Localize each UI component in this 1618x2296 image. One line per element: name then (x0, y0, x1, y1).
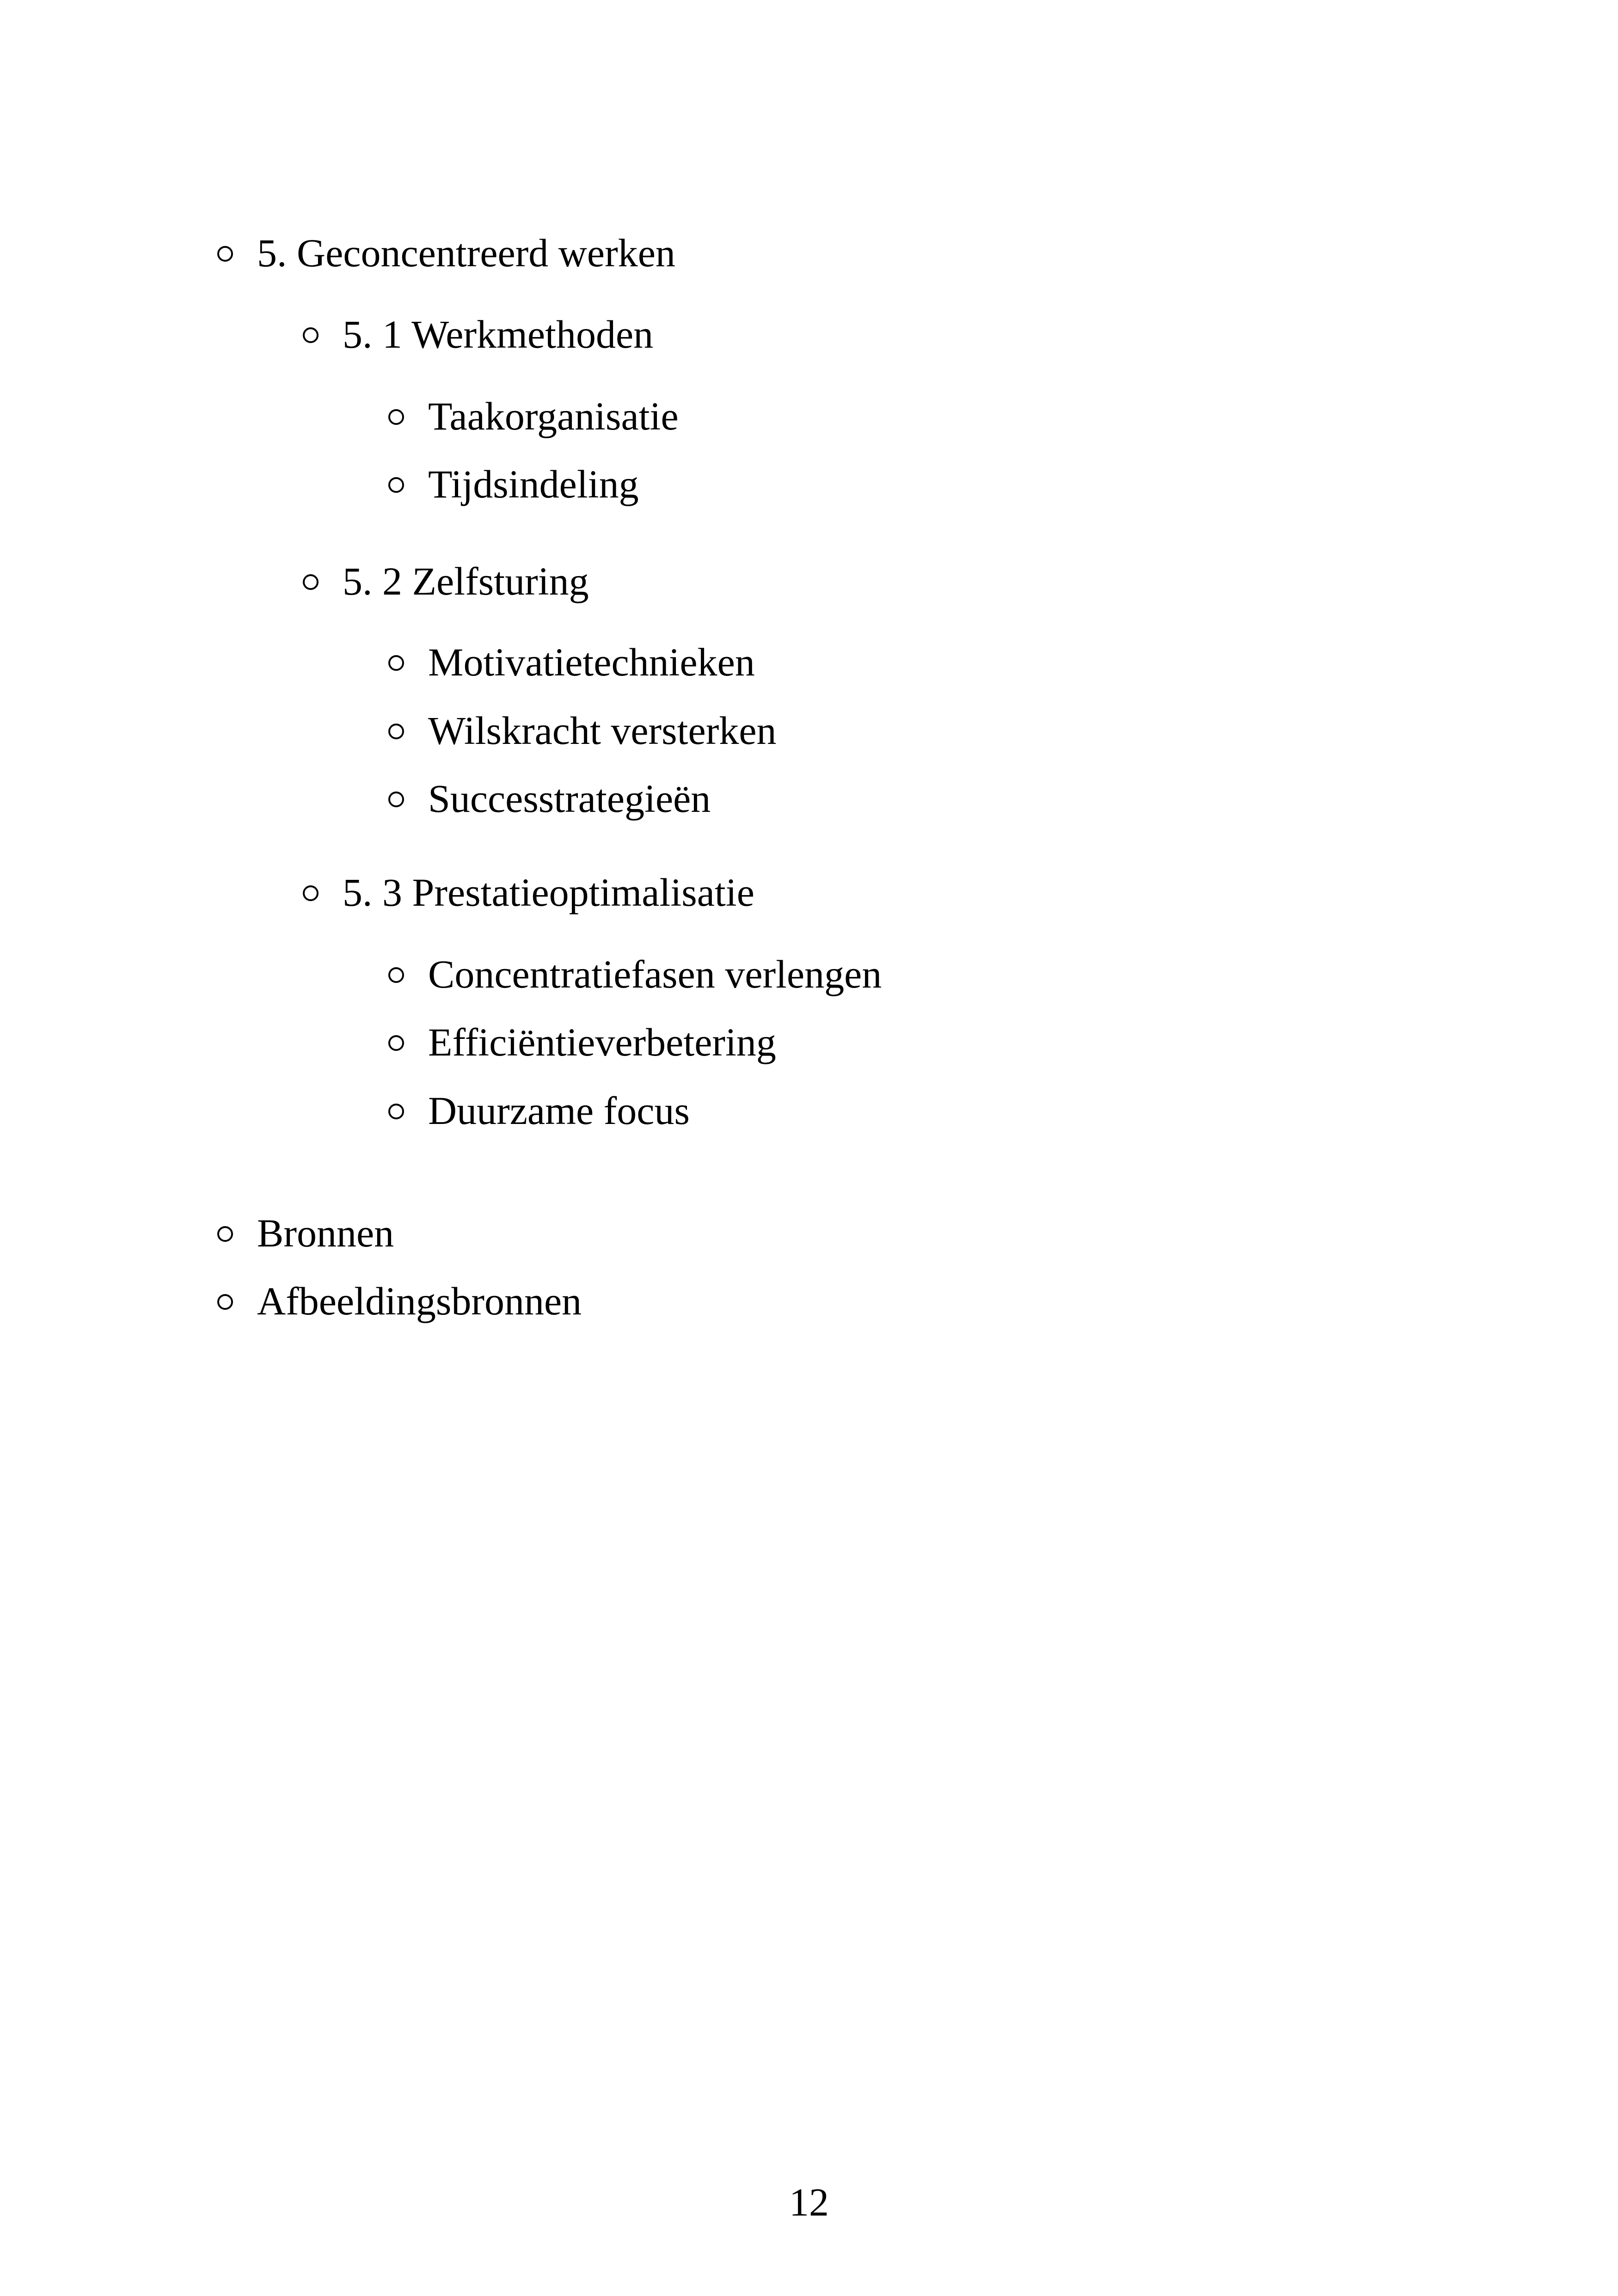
toc-item-bronnen[interactable] (217, 1211, 772, 1258)
bullet-icon (388, 1035, 404, 1051)
toc-item-tijdsindeling[interactable] (388, 462, 943, 509)
toc-label: Tijdsindeling (428, 462, 639, 506)
bullet-icon (388, 409, 404, 425)
bullet-icon (388, 967, 404, 983)
toc-item-taakorganisatie[interactable] (388, 394, 943, 441)
toc-item-section-5-3[interactable] (303, 871, 904, 917)
toc-item-wilskracht-versterken[interactable] (388, 709, 943, 755)
bullet-icon (388, 1104, 404, 1119)
bullet-icon (217, 246, 233, 262)
toc-label: Wilskracht versterken (428, 708, 777, 753)
toc-label: 5. 1 Werkmethoden (343, 312, 654, 356)
toc-label: Afbeeldingsbronnen (257, 1279, 582, 1323)
toc-label: Bronnen (257, 1211, 394, 1255)
toc-label: Taakorganisatie (428, 394, 679, 438)
toc-item-chapter-5[interactable] (217, 231, 772, 277)
toc-item-concentratiefasen-verlengen[interactable] (388, 952, 989, 999)
toc-label: Efficiëntieverbetering (428, 1020, 776, 1064)
toc-label: Motivatietechnieken (428, 640, 755, 684)
toc-item-section-5-2[interactable] (303, 559, 858, 606)
bullet-icon (303, 327, 319, 343)
toc-label: Duurzame focus (428, 1088, 690, 1133)
bullet-icon (388, 792, 404, 807)
toc-label: Concentratiefasen verlengen (428, 952, 882, 996)
bullet-icon (303, 885, 319, 901)
toc-label: 5. 3 Prestatieoptimalisatie (343, 870, 754, 915)
toc-item-efficientieverbetering[interactable] (388, 1020, 989, 1067)
toc-label: 5. 2 Zelfsturing (343, 559, 589, 603)
bullet-icon (388, 655, 404, 671)
toc-item-section-5-1[interactable] (303, 313, 858, 359)
bullet-icon (303, 574, 319, 590)
page-number: 12 (789, 2180, 829, 2224)
bullet-icon (388, 477, 404, 493)
toc-item-motivatietechnieken[interactable] (388, 640, 943, 687)
toc-item-successtrategieen[interactable] (388, 777, 943, 823)
toc-item-duurzame-focus[interactable] (388, 1089, 989, 1135)
bullet-icon (217, 1294, 233, 1310)
toc-label: Successtrategieën (428, 776, 711, 821)
bullet-icon (388, 724, 404, 739)
toc-item-afbeeldingsbronnen[interactable] (217, 1279, 772, 1326)
bullet-icon (217, 1226, 233, 1242)
toc-label: 5. Geconcentreerd werken (257, 231, 675, 275)
